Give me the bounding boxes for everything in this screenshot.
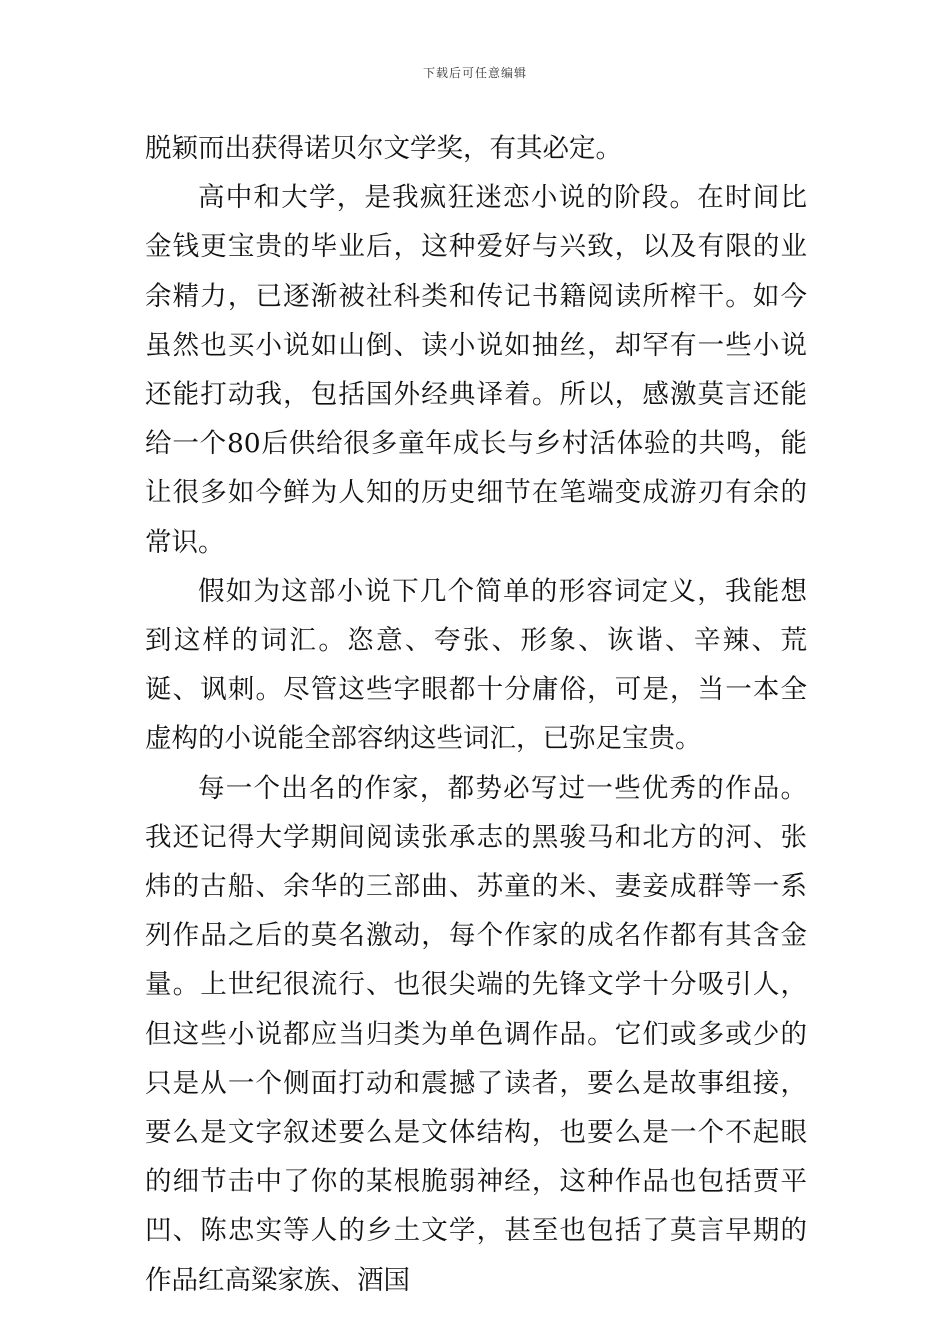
document-body <box>145 124 807 1305</box>
paragraph-4: 每一个出名的作家，都势必写过一些优秀的作品。我还记得大学期间阅读张承志的黑骏马和北方的河、张炜的古船、余华的三部曲、苏童的米、妻妾成群等一系列作品之后的莫名激动，每个作家的成名作都有其含金量。上世纪很流行、也很尖端的先锋文学十分吸引人，但这些小说都应当归类为单色调作品。它们或多或少的只是从一个侧面打动和震撼了读者，要么是故事组接，要么是文字叙述要么是文体结构，也要么是一个不起眼的细节击中了你的某根脆弱神经，这种作品也包括贾平凹、陈忠实等人的乡土文学，甚至也包括了莫言早期的作品红高粱家族、酒国 <box>145 772 807 1296</box>
paragraph-2: 高中和大学，是我疯狂迷恋小说的阶段。在时间比金钱更宝贵的毕业后，这种爱好与兴致，以及有限的业余精力，已逐渐被社科类和传记书籍阅读所榨干。如今虽然也买小说如山倒、读小说如抽丝，却罕有一些小说还能打动我，包括国外经典译着。所以，感激莫言还能给一个80后供给很多童年成长与乡村活体验的共鸣，能让很多如今鲜为人知的历史细节在笔端变成游刃有余的常识。 <box>145 182 807 558</box>
page-header: 下载后可任意编辑 <box>422 66 527 80</box>
paragraph-1: 脱颖而出获得诺贝尔文学奖，有其必定。 <box>145 133 622 164</box>
paragraph-3: 假如为这部小说下几个简单的形容词定义，我能想到这样的词汇。恣意、夸张、形象、诙谐、辛辣、荒诞、讽刺。尽管这些字眼都十分庸俗，可是，当一本全虚构的小说能全部容纳这些词汇，已弥足宝贵。 <box>145 575 807 755</box>
